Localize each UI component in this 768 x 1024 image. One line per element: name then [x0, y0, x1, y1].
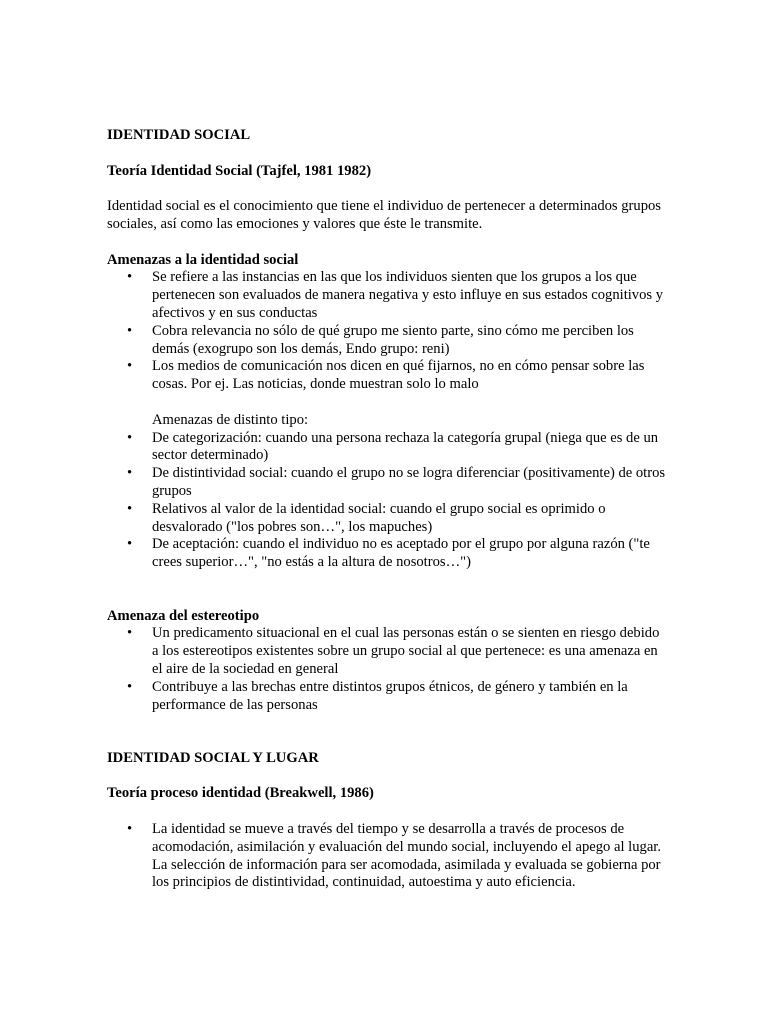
process-list — [107, 821, 667, 892]
stereotype-heading: Amenaza del estereotipo — [107, 607, 260, 624]
theory-heading: Teoría Identidad Social (Tajfel, 1981 1982) — [107, 162, 372, 179]
section-title-2: IDENTIDAD SOCIAL Y LUGAR — [107, 749, 319, 766]
list-item: • La identidad se mueve a través del tiempo y se desarrolla a través de procesos de acomodación, asimilación y evaluación del mundo social, incluyendo el apego al lugar. La selección de información para ser acomodada, asimilada y evaluada se gobierna por los principios de distintividad, continuidad, autoestima y auto eficiencia. — [107, 821, 667, 892]
section-title: IDENTIDAD SOCIAL — [107, 127, 251, 143]
threats-heading: Amenazas a la identidad social — [107, 251, 299, 268]
threats-list — [107, 269, 667, 394]
list-item: • Se refiere a las instancias en las que los individuos sienten que los grupos a los que pertenecen son evaluados de manera negativa y esto influye en sus estados cognitivos y afectivos y en sus conductas — [107, 269, 667, 322]
stereotype-list — [107, 625, 667, 714]
list-item: • Cobra relevancia no sólo de qué grupo me siento parte, sino cómo me perciben los demás (exogrupo son los demás, Endo grupo: reni) — [107, 323, 667, 359]
list-item: • Contribuye a las brechas entre distintos grupos étnicos, de género y también en la performance de las personas — [107, 679, 667, 715]
list-item: • De aceptación: cuando el individuo no es aceptado por el grupo por alguna razón ("te crees superior…", "no estás a la altura de nosotros…") — [107, 536, 667, 572]
threat-types-intro: Amenazas de distinto tipo: — [152, 411, 309, 428]
document-body — [107, 127, 667, 892]
intro-paragraph: Identidad social es el conocimiento que tiene el individuo de pertenecer a determinados grupos sociales, así como las emociones y valores que éste le transmite. — [107, 198, 661, 232]
list-item: • Un predicamento situacional en el cual las personas están o se sienten en riesgo debido a los estereotipos existentes sobre un grupo social al que pertenece: es una amenaza en el aire de la sociedad en general — [107, 625, 667, 678]
list-item: • De distintividad social: cuando el grupo no se logra diferenciar (positivamente) de otros grupos — [107, 465, 667, 501]
list-item: • Los medios de comunicación nos dicen en qué fijarnos, no en cómo pensar sobre las cosas. Por ej. Las noticias, donde muestran solo lo malo — [107, 358, 667, 394]
theory-heading-2: Teoría proceso identidad (Breakwell, 1986) — [107, 785, 374, 802]
threat-types-list — [107, 430, 667, 572]
list-item: • Relativos al valor de la identidad social: cuando el grupo social es oprimido o desvalorado ("los pobres son…", los mapuches) — [107, 501, 667, 537]
list-item: • De categorización: cuando una persona rechaza la categoría grupal (niega que es de un sector determinado) — [107, 430, 667, 466]
